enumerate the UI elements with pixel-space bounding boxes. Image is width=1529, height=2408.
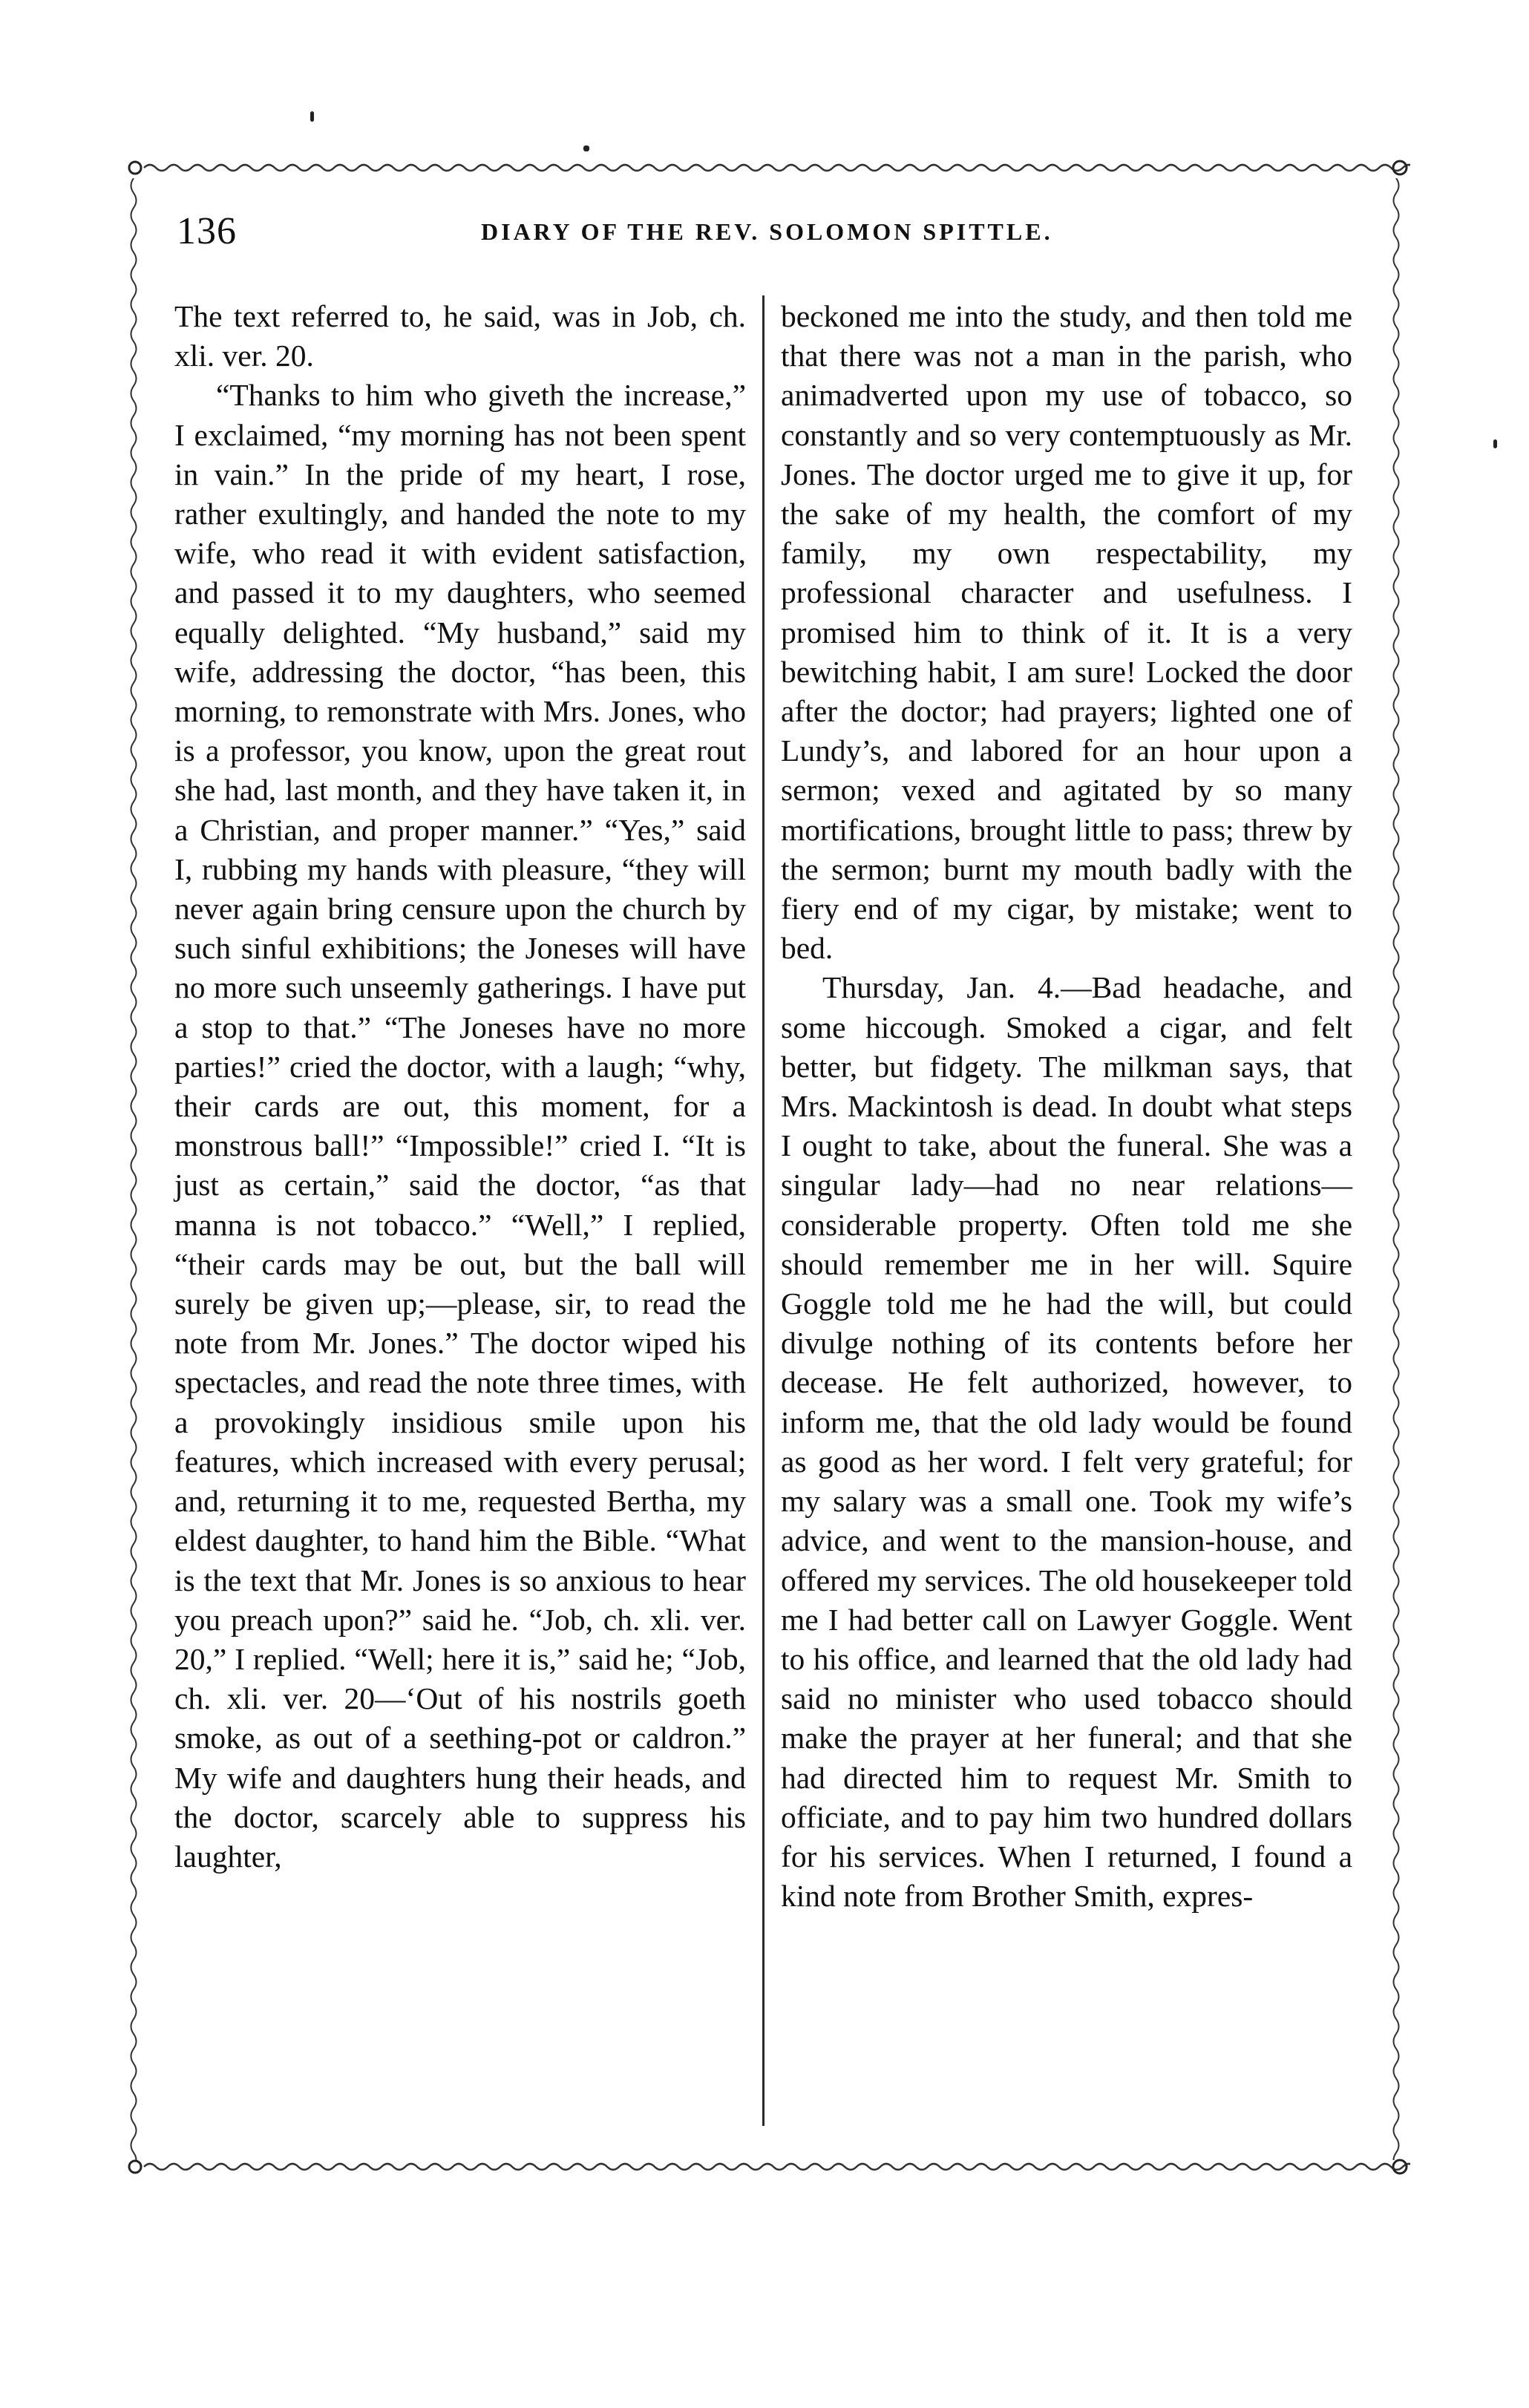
top-ornamental-border bbox=[126, 157, 1410, 178]
left-ornamental-border bbox=[128, 178, 140, 2160]
left-text-column bbox=[174, 297, 746, 1877]
right-ornamental-border bbox=[1390, 178, 1402, 2160]
page-number: 136 bbox=[177, 210, 237, 252]
paragraph: “Thanks to him who giveth the increase,” I exclaimed, “my morning has not been spent in vain.” In the pride of my heart, I rose, rather exultingly, and handed the note to my wife, who read it with evident satisfaction, and passed it to my daughters, who seemed equally delighted. “My husband,” said my wife, addressing the doctor, “has been, this morning, to remonstrate with Mrs. Jones, who is a professor, you know, upon the great rout she had, last month, and they have taken it, in a Christian, and proper manner.” “Yes,” said I, rubbing my hands with pleasure, “they will never again bring censure upon the church by such sinful exhibitions; the Joneses will have no more such unseemly gatherings. I have put a stop to that.” “The Joneses have no more parties!” cried the doctor, with a laugh; “why, their cards are out, this moment, for a monstrous ball!” “Impossible!” cried I. “It is just as certain,” said the doctor, “as that manna is not tobacco.” “Well,” I replied, “their cards may be out, but the ball will surely be given up;—please, sir, to read the note from Mr. Jones.” The doctor wiped his spectacles, and read the note three times, with a provokingly insidious smile upon his features, which increased with every perusal; and, returning it to me, requested Bertha, my eldest daughter, to hand him the Bible. “What is the text that Mr. Jones is so anxious to hear you preach upon?” said he. “Job, ch. xli. ver. 20,” I replied. “Well; here it is,” said he; “Job, ch. xli. ver. 20—‘Out of his nostrils goeth smoke, as out of a seething-pot or caldron.” My wife and daughters hung their heads, and the doctor, scarcely able to suppress his laughter, bbox=[174, 378, 746, 1874]
column-divider bbox=[762, 295, 764, 2126]
page-header bbox=[177, 209, 1379, 269]
right-text-column bbox=[781, 297, 1352, 1916]
ink-speck bbox=[583, 145, 589, 151]
paragraph: beckoned me into the study, and then told me that there was not a man in the parish, who animadverted upon my use of tobacco, so constantly and so very contemptuously as Mr. Jones. The doctor urged me to give it up, for the sake of my health, the comfort of my family, my own respectability, my professional character and usefulness. I promised him to think of it. It is a very bewitching habit, I am sure! Locked the door after the doctor; had prayers; lighted one of Lundy’s, and labored for an hour upon a sermon; vexed and agitated by so many mortifications, brought little to pass; threw by the sermon; burnt my mouth badly with the fiery end of my cigar, by mistake; went to bed. bbox=[781, 299, 1352, 966]
bottom-ornamental-border bbox=[126, 2156, 1410, 2177]
running-title: DIARY OF THE REV. SOLOMON SPITTLE. bbox=[481, 218, 1053, 245]
ink-speck bbox=[310, 111, 314, 122]
ink-speck bbox=[1493, 439, 1497, 448]
paragraph: The text referred to, he said, was in Job, ch. xli. ver. 20. bbox=[174, 299, 746, 373]
paragraph: Thursday, Jan. 4.—Bad headache, and some hiccough. Smoked a cigar, and felt better, but fidgety. The milkman says, that Mrs. Mackintosh is dead. In doubt what steps I ought to take, about the funeral. She was a singular lady—had no near relations—considerable property. Often told me she should remember me in her will. Squire Goggle told me he had the will, but could divulge nothing of its contents before her decease. He felt authorized, however, to inform me, that the old lady would be found as good as her word. I felt very grateful; for my salary was a small one. Took my wife’s advice, and went to the mansion-house, and offered my services. The old housekeeper told me I had better call on Lawyer Goggle. Went to his office, and learned that the old lady had said no minister who used tobacco should make the prayer at her funeral; and that she had directed him to request Mr. Smith to officiate, and to pay him two hundred dollars for his services. When I returned, I found a kind note from Brother Smith, expres- bbox=[781, 970, 1352, 1914]
